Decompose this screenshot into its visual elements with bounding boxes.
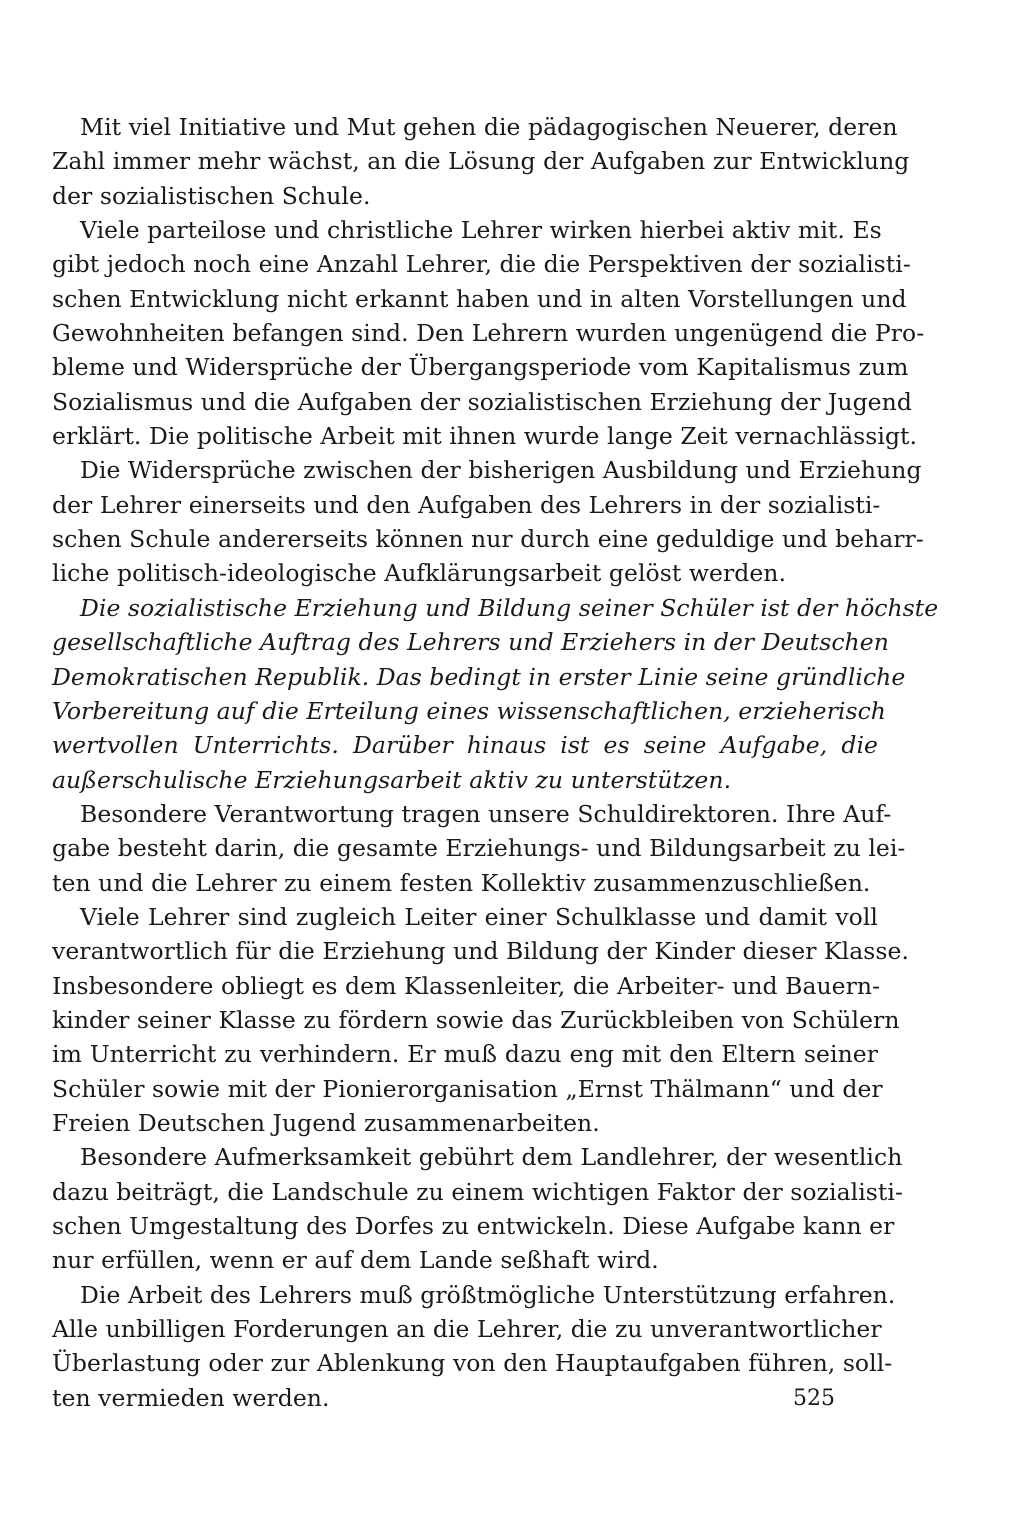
paragraph <box>52 797 906 900</box>
text-line: wertvollen Unterrichts. Darüber hinaus ist es seine Aufgabe, die <box>52 731 878 760</box>
text-line: Die sozialistische Erziehung und Bildung seiner Schüler ist der höchste <box>80 593 939 622</box>
paragraph <box>52 1278 896 1415</box>
text-line: gabe besteht darin, die gesamte Erziehungs- und Bildungsarbeit zu lei- <box>52 834 906 863</box>
text-line: Besondere Verantwortung tragen unsere Schuldirektoren. Ihre Auf- <box>80 799 892 828</box>
text-line: kinder seiner Klasse zu fördern sowie das Zurückbleiben von Schülern <box>52 1005 900 1034</box>
text-line: Gewohnheiten befangen sind. Den Lehrern wurden ungenügend die Pro- <box>52 319 925 348</box>
text-line: Viele Lehrer sind zugleich Leiter einer Schulklasse und damit voll <box>80 902 878 931</box>
text-line: schen Entwicklung nicht erkannt haben und in alten Vorstellungen und <box>52 284 907 313</box>
text-line: Zahl immer mehr wächst, an die Lösung der Aufgaben zur Entwicklung <box>52 147 910 176</box>
text-line: gibt jedoch noch eine Anzahl Lehrer, die die Perspektiven der sozialisti- <box>52 250 911 279</box>
text-line: dazu beiträgt, die Landschule zu einem wichtigen Faktor der sozialisti- <box>52 1177 903 1206</box>
text-line: Besondere Aufmerksamkeit gebührt dem Landlehrer, der wesentlich <box>80 1143 903 1172</box>
page-body <box>52 110 939 1415</box>
text-line: nur erfüllen, wenn er auf dem Lande seßhaft wird. <box>52 1246 659 1275</box>
text-line: verantwortlich für die Erziehung und Bildung der Kinder dieser Klasse. <box>52 937 909 966</box>
text-line: im Unterricht zu verhindern. Er muß dazu eng mit den Eltern seiner <box>52 1040 878 1069</box>
italic-paragraph <box>52 591 939 797</box>
text-line: außerschulische Erziehungsarbeit aktiv zu unterstützen. <box>52 765 732 794</box>
text-line: schen Schule andererseits können nur durch eine geduldige und beharr- <box>52 525 924 554</box>
page-number: 525 <box>793 1386 835 1411</box>
text-line: Viele parteilose und christliche Lehrer wirken hierbei aktiv mit. Es <box>80 216 882 245</box>
text-line: Vorbereitung auf die Erteilung eines wissenschaftlichen, erzieherisch <box>52 696 886 725</box>
text-line: Die Arbeit des Lehrers muß größtmögliche Unterstützung erfahren. <box>80 1280 896 1309</box>
text-line: Freien Deutschen Jugend zusammenarbeiten. <box>52 1108 600 1137</box>
text-line: Alle unbilligen Forderungen an die Lehrer, die zu unverantwortlicher <box>52 1315 882 1344</box>
text-line: Schüler sowie mit der Pionierorganisation „Ernst Thälmann“ und der <box>52 1074 883 1103</box>
text-line: erklärt. Die politische Arbeit mit ihnen wurde lange Zeit vernachlässigt. <box>52 422 918 451</box>
text-line: Insbesondere obliegt es dem Klassenleiter, die Arbeiter- und Bauern- <box>52 971 881 1000</box>
paragraph <box>52 110 910 213</box>
text-line: schen Umgestaltung des Dorfes zu entwickeln. Diese Aufgabe kann er <box>52 1212 895 1240</box>
text-line: bleme und Widersprüche der Übergangsperiode vom Kapitalismus zum <box>52 353 909 382</box>
text-line: Mit viel Initiative und Mut gehen die pädagogischen Neuerer, deren <box>80 113 898 141</box>
text-line: ten und die Lehrer zu einem festen Kollektiv zusammenzuschließen. <box>52 868 871 897</box>
text-line: der sozialistischen Schule. <box>52 181 371 210</box>
paragraph <box>52 900 909 1140</box>
text-line: Demokratischen Republik. Das bedingt in erster Linie seine gründliche <box>52 662 906 691</box>
text-line: ten vermieden werden. <box>52 1383 330 1412</box>
text-line: Sozialismus und die Aufgaben der sozialistischen Erziehung der Jugend <box>52 387 912 416</box>
text-line: der Lehrer einerseits und den Aufgaben des Lehrers in der sozialisti- <box>52 490 881 519</box>
paragraph <box>52 1140 903 1277</box>
text-line: gesellschaftliche Auftrag des Lehrers und Erziehers in der Deutschen <box>52 628 889 657</box>
text-line: Überlastung oder zur Ablenkung von den Hauptaufgaben führen, soll- <box>52 1349 893 1378</box>
paragraph <box>52 213 925 453</box>
paragraph <box>52 453 924 590</box>
text-line: Die Widersprüche zwischen der bisherigen Ausbildung und Erziehung <box>80 456 922 485</box>
text-line: liche politisch-ideologische Aufklärungsarbeit gelöst werden. <box>52 559 787 588</box>
